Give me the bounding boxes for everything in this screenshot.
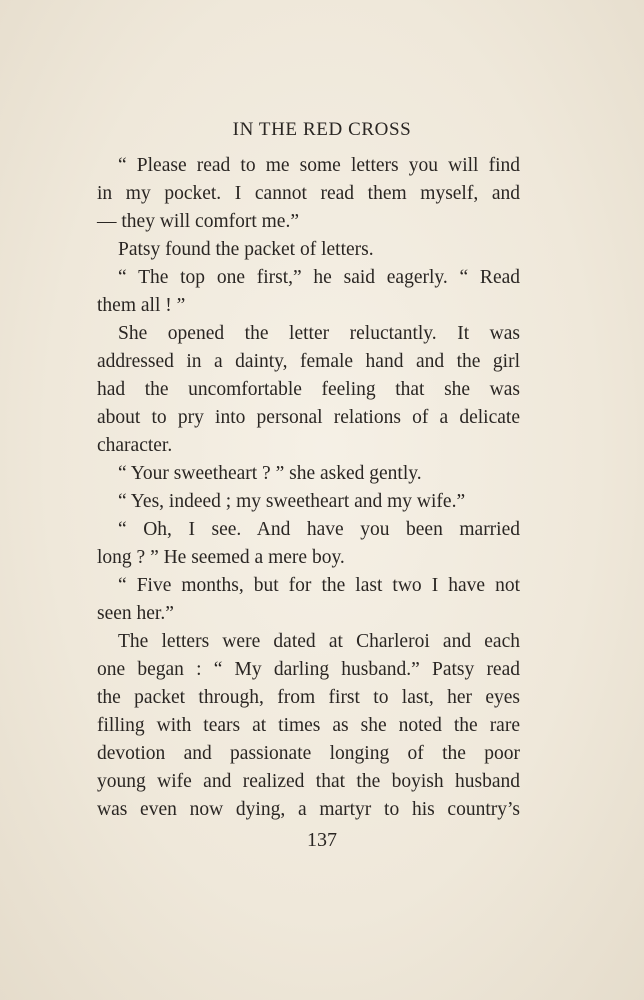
- text-line: in my pocket. I cannot read them myself, and: [97, 183, 520, 204]
- text-line: devotion and passionate longing of the poor: [97, 743, 520, 764]
- text-line: had the uncomfortable feeling that she was: [97, 379, 520, 400]
- text-line: “ Five months, but for the last two I have not: [118, 575, 520, 596]
- text-line: addressed in a dainty, female hand and the girl: [97, 351, 520, 372]
- text-line: character.: [97, 435, 173, 456]
- text-line: The letters were dated at Charleroi and each: [118, 631, 520, 652]
- text-line: “ The top one first,” he said eagerly. “ Read: [118, 267, 520, 288]
- page-number: 137: [307, 829, 337, 851]
- text-line: seen her.”: [97, 603, 174, 624]
- text-line: “ Yes, indeed ; my sweetheart and my wife.”: [118, 491, 466, 512]
- text-line: the packet through, from first to last, her eyes: [97, 687, 520, 708]
- text-line: Patsy found the packet of letters.: [118, 239, 374, 260]
- text-line: “ Please read to me some letters you will find: [118, 155, 520, 176]
- text-line: one began : “ My darling husband.” Patsy read: [97, 659, 520, 680]
- text-line: was even now dying, a martyr to his country’s: [97, 799, 520, 820]
- text-line: filling with tears at times as she noted the rare: [97, 715, 520, 736]
- text-line: long ? ” He seemed a mere boy.: [97, 547, 345, 568]
- text-line: them all ! ”: [97, 295, 186, 316]
- body-text: [97, 152, 520, 824]
- text-line: “ Oh, I see. And have you been married: [118, 519, 520, 540]
- text-line: — they will comfort me.”: [97, 211, 299, 232]
- text-line: “ Your sweetheart ? ” she asked gently.: [118, 463, 422, 484]
- text-line: She opened the letter reluctantly. It was: [118, 323, 520, 344]
- text-line: young wife and realized that the boyish husband: [97, 771, 520, 792]
- running-head: IN THE RED CROSS: [232, 119, 412, 140]
- text-line: about to pry into personal relations of a delicate: [97, 407, 520, 428]
